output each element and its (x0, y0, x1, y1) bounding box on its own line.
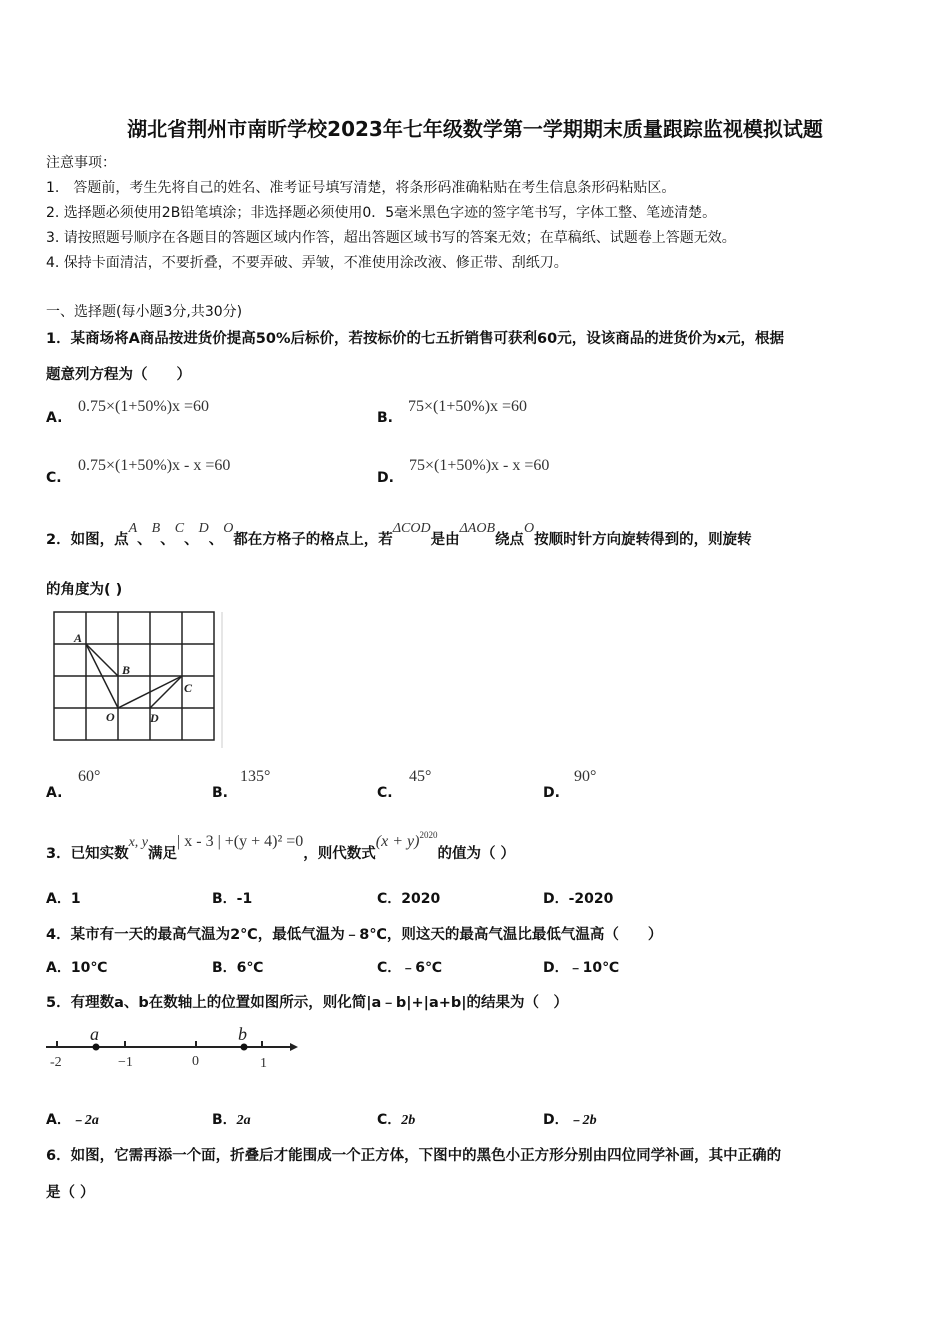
q5-option-c[interactable] (377, 1109, 415, 1129)
tick-label: -2 (50, 1055, 62, 1070)
option-value: 90° (574, 768, 597, 785)
q2-part: 都在方格子的格点上，若 (233, 532, 393, 548)
q4-option-c[interactable] (377, 957, 442, 977)
option-value: 135° (240, 768, 271, 785)
option-label: D. (543, 785, 560, 801)
label-b: B (122, 663, 131, 677)
tick-label: −1 (118, 1055, 133, 1070)
notes-heading: 注意事项： (46, 155, 116, 171)
q2-part: 是由 (430, 532, 460, 548)
label-d: D (150, 711, 159, 725)
option-value: ﹣10℃ (568, 960, 620, 976)
option-value: 2a (236, 1113, 251, 1128)
option-label: C. (377, 785, 393, 801)
point-o: O (223, 521, 234, 536)
point-b: B (151, 521, 161, 536)
option-label: A． (46, 1112, 71, 1128)
q1-text-2: 题意列方程为（ ） (46, 367, 191, 383)
option-label: D. (377, 470, 394, 486)
point-b-label: b (238, 1024, 247, 1044)
point-a: A (128, 521, 138, 536)
point-d: D (198, 521, 209, 536)
option-label: B． (212, 960, 237, 976)
note-1: 1. 答题前，考生先将自己的姓名、准考证号填写清楚，将条形码准确粘贴在考生信息条形码粘贴区。 (46, 180, 676, 196)
q2-part: 按顺时针方向旋转得到的，则旋转 (534, 532, 752, 548)
q4-option-b[interactable] (212, 957, 263, 977)
option-formula: 75×(1+50%)x - x =60 (409, 457, 550, 474)
q2-text-2: 的角度为( ) (46, 582, 123, 598)
q4-option-a[interactable] (46, 957, 107, 977)
label-a: A (74, 631, 83, 645)
option-value: ﹣6℃ (401, 960, 442, 976)
option-label: A. (46, 410, 63, 426)
q3-option-b[interactable] (212, 888, 252, 908)
option-value: ﹣2a (70, 1113, 99, 1128)
point-a-label: a (90, 1024, 99, 1044)
section-heading: 一、选择题(每小题3分,共30分) (46, 304, 243, 320)
option-formula: 0.75×(1+50%)x =60 (78, 398, 210, 415)
q2-part: 2．如图，点 (46, 532, 129, 548)
q3-part: 3．已知实数 (46, 846, 129, 862)
option-value: 2020 (401, 891, 441, 907)
option-value: 2b (401, 1113, 416, 1128)
triangle-cod: ΔCOD (392, 521, 431, 536)
separator: 、 (208, 532, 224, 548)
note-2: 2. 选择题必须使用2B铅笔填涂；非选择题必须使用0．5毫米黑色字迹的签字笔书写，字体工整、笔迹清楚。 (46, 205, 717, 221)
option-value: 1 (70, 891, 81, 907)
q3-part: 的值为（ ） (437, 846, 516, 862)
option-value: 10℃ (70, 960, 108, 976)
label-c: C (184, 681, 193, 695)
option-value: ﹣2b (568, 1113, 597, 1128)
q5-option-b[interactable] (212, 1109, 251, 1129)
option-label: B． (212, 1112, 237, 1128)
option-label: A． (46, 960, 71, 976)
option-label: B. (377, 410, 393, 426)
q3-option-c[interactable] (377, 888, 440, 908)
q3-option-a[interactable] (46, 888, 81, 908)
rotation-grid-figure (50, 608, 230, 748)
q6-text-2: 是（ ） (46, 1185, 95, 1201)
number-line (40, 1020, 310, 1075)
option-formula: 75×(1+50%)x =60 (408, 398, 528, 415)
q5-option-a[interactable] (46, 1109, 99, 1129)
point-b-dot (241, 1044, 248, 1051)
q3-expression: (x + y) (375, 833, 420, 850)
option-value: 60° (78, 768, 101, 785)
q2-part: 绕点 (495, 532, 525, 548)
separator: 、 (184, 532, 199, 548)
option-label: B. (212, 785, 228, 801)
option-label: D． (543, 960, 569, 976)
q3-option-d[interactable] (543, 888, 613, 908)
triangle-aob: ΔAOB (459, 521, 496, 536)
label-o: O (106, 710, 115, 724)
option-label: D． (543, 1112, 569, 1128)
note-4: 4. 保持卡面清洁，不要折叠，不要弄破、弄皱，不准使用涂改液、修正带、刮纸刀。 (46, 255, 568, 271)
q3-part: ，则代数式 (303, 846, 376, 862)
q3-vars: x, y (128, 835, 149, 850)
q3-equation: | x - 3 | +(y + 4)² =0 (177, 833, 304, 850)
q5-option-d[interactable] (543, 1109, 597, 1129)
tick-label: 0 (192, 1054, 199, 1069)
center-o: O (524, 521, 535, 536)
option-value: 45° (409, 768, 432, 785)
option-label: C. (46, 470, 62, 486)
option-value: 6℃ (236, 960, 264, 976)
q4-option-d[interactable] (543, 957, 619, 977)
note-3: 3. 请按照题号顺序在各题目的答题区域内作答，超出答题区域书写的答案无效；在草稿纸、试题卷上答题无效。 (46, 230, 736, 246)
option-formula: 0.75×(1+50%)x - x =60 (78, 457, 231, 474)
q6-text: 6．如图，它需再添一个面，折叠后才能围成一个正方体，下图中的黑色小正方形分别由四位同学补画，其中正确的 (46, 1148, 782, 1164)
tick-label: 1 (260, 1056, 267, 1071)
option-value: -1 (236, 891, 253, 907)
q2-text (46, 521, 752, 549)
option-label: C． (377, 891, 402, 907)
option-label: B． (212, 891, 237, 907)
arrow-icon (290, 1043, 298, 1051)
option-label: D． (543, 891, 569, 907)
q4-text: 4．某市有一天的最高气温为2℃，最低气温为﹣8℃，则这天的最高气温比最低气温高（ ） (46, 927, 663, 943)
separator: 、 (160, 532, 175, 548)
q3-exponent: 2020 (419, 830, 438, 840)
option-label: C． (377, 960, 402, 976)
q3-text (46, 830, 516, 863)
point-c: C (174, 521, 185, 536)
option-label: C． (377, 1112, 402, 1128)
page-title: 湖北省荆州市南昕学校2023年七年级数学第一学期期末质量跟踪监视模拟试题 (127, 117, 823, 141)
option-value: -2020 (568, 891, 614, 907)
option-label: A. (46, 785, 63, 801)
q5-text: 5．有理数a、b在数轴上的位置如图所示，则化简|a﹣b|+|a+b|的结果为（ ） (46, 995, 569, 1011)
point-a-dot (93, 1044, 100, 1051)
q1-text: 1．某商场将A商品按进货价提高50%后标价，若按标价的七五折销售可获利60元，设该商品的进货价为x元，根据 (46, 331, 785, 347)
separator: 、 (137, 532, 152, 548)
q3-part: 满足 (148, 846, 178, 862)
option-label: A． (46, 891, 71, 907)
